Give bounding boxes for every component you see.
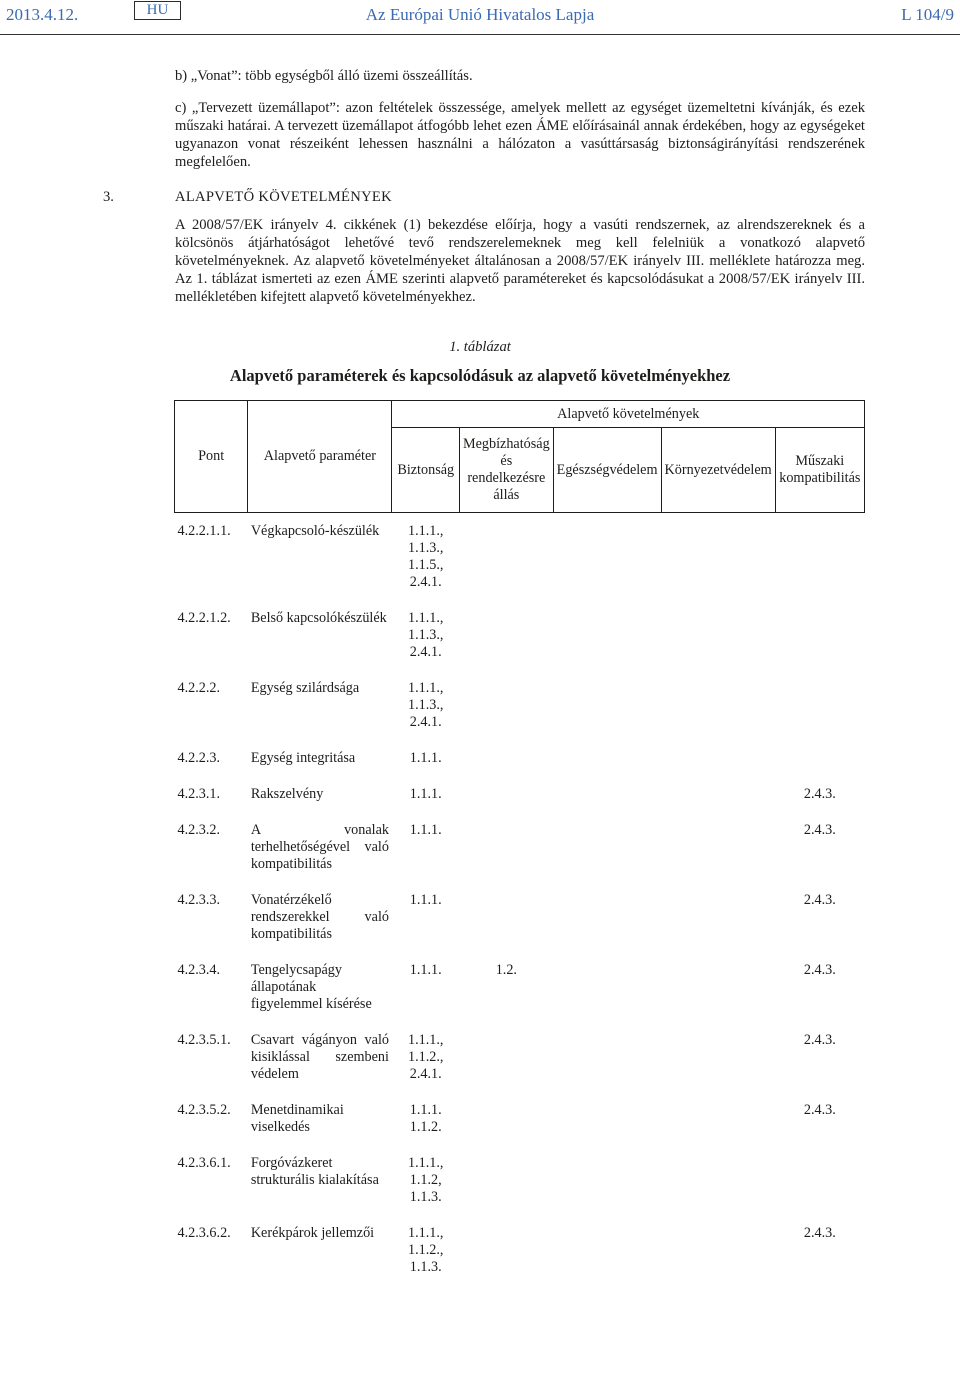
cell-pont: 4.2.3.5.2.: [177, 1102, 231, 1118]
header-kornyezet: Környezetvédelem: [661, 428, 775, 513]
cell-kornyezet: [661, 1022, 775, 1092]
cell-muszaki: 2.4.3.: [803, 822, 836, 838]
cell-biztonsag: 1.1.1.: [409, 962, 442, 978]
journal-title: Az Európai Unió Hivatalos Lapja: [365, 5, 595, 24]
section-title: ALAPVETŐ KÖVETELMÉNYEK: [175, 189, 392, 205]
table-row: [175, 740, 865, 776]
cell-megbizhatosag: [459, 812, 553, 882]
cell-kornyezet: [661, 776, 775, 812]
cell-megbizhatosag: [459, 1092, 553, 1145]
cell-kornyezet: [661, 1215, 775, 1285]
definition-c: c) „Tervezett üzemállapot”: azon feltételek összessége, amelyek mellett az egységet üzemeltetni kívánják, és ezek műszaki határai. A tervezett üzemállapot átfogóbb lehet ezen ÁME előírásainál annak érdekében, hogy az egységeket ugyanazon vonat részeiként lehessen használni a hálózaton a vasúttársaság biztonságirányítási rendszerének megfelelően.: [175, 100, 865, 170]
cell-kornyezet: [661, 1145, 775, 1215]
table-row: [175, 1215, 865, 1285]
cell-param: Egység szilárdsága: [250, 680, 360, 696]
cell-kornyezet: [661, 740, 775, 776]
cell-muszaki: [775, 1145, 864, 1215]
cell-megbizhatosag: [459, 1215, 553, 1285]
cell-muszaki: 2.4.3.: [803, 962, 836, 978]
cell-muszaki: 2.4.3.: [803, 1225, 836, 1241]
cell-muszaki: 2.4.3.: [803, 1032, 836, 1048]
table-row: [175, 1022, 865, 1092]
header-group: Alapvető követelmények: [392, 401, 865, 428]
requirements-table: [174, 400, 865, 1285]
cell-muszaki: 2.4.3.: [803, 892, 836, 908]
cell-megbizhatosag: [459, 670, 553, 740]
cell-megbizhatosag: [459, 1022, 553, 1092]
cell-egeszseg: [553, 600, 661, 670]
header-muszaki: Műszaki kompatibilitás: [775, 428, 864, 513]
section-paragraph: A 2008/57/EK irányelv 4. cikkének (1) bekezdése előírja, hogy a vasúti rendszernek, az alrendszereknek és a kölcsönös átjárhatóságot lehetővé tevő rendszerelemeknek meg kell felelniük a vonatkozó alapvető követelményeknek. Az alapvető követelményeket általánosan a 2008/57/EK irányelv III. melléklete határozza meg. Az 1. táblázat ismerteti az ezen ÁME szerinti alapvető paramétereket és kapcsolódásukat a 2008/57/EK irányelv III. mellékletében kifejtett alapvető követelményekhez.: [175, 217, 865, 305]
definition-b: b) „Vonat”: több egységből álló üzemi összeállítás.: [175, 68, 473, 84]
table-row: [175, 600, 865, 670]
table-row: [175, 1092, 865, 1145]
cell-biztonsag: 1.1.1., 1.1.2., 1.1.3.: [408, 1225, 444, 1275]
cell-param: Vonatérzékelő rendszerekkel való kompatibilitás: [250, 892, 389, 942]
cell-biztonsag: 1.1.1. 1.1.2.: [409, 1102, 442, 1135]
cell-param: Egység integritása: [250, 750, 356, 766]
cell-muszaki: [775, 670, 864, 740]
cell-biztonsag: 1.1.1.: [409, 822, 442, 838]
cell-egeszseg: [553, 1145, 661, 1215]
cell-biztonsag: 1.1.1., 1.1.2., 2.4.1.: [408, 1032, 444, 1082]
cell-pont: 4.2.2.2.: [177, 680, 221, 696]
cell-kornyezet: [661, 513, 775, 601]
cell-megbizhatosag: [459, 600, 553, 670]
cell-kornyezet: [661, 882, 775, 952]
cell-biztonsag: 1.1.1.: [409, 892, 442, 908]
cell-egeszseg: [553, 740, 661, 776]
cell-param: Kerékpárok jellemzői: [250, 1225, 375, 1241]
cell-egeszseg: [553, 882, 661, 952]
cell-pont: 4.2.2.1.1.: [177, 523, 231, 539]
publication-date: 2013.4.12.: [6, 5, 79, 24]
cell-pont: 4.2.2.1.2.: [177, 610, 231, 626]
table-row: [175, 776, 865, 812]
table-row: [175, 670, 865, 740]
cell-biztonsag: 1.1.1., 1.1.3., 1.1.5., 2.4.1.: [408, 523, 444, 590]
cell-kornyezet: [661, 1092, 775, 1145]
cell-megbizhatosag: [459, 882, 553, 952]
cell-param: Menetdinamikai viselkedés: [250, 1102, 344, 1135]
cell-megbizhatosag: [459, 513, 553, 601]
table-caption-number: 1. táblázat: [449, 339, 511, 355]
cell-muszaki: 2.4.3.: [803, 1102, 836, 1118]
header-egeszseg: Egészségvédelem: [553, 428, 661, 513]
cell-biztonsag: 1.1.1.: [409, 750, 442, 766]
table-row: [175, 952, 865, 1022]
cell-biztonsag: 1.1.1., 1.1.3., 2.4.1.: [408, 610, 444, 660]
cell-biztonsag: 1.1.1., 1.1.2, 1.1.3.: [408, 1155, 444, 1205]
cell-kornyezet: [661, 600, 775, 670]
cell-param: Tengelycsapágy állapotának figyelemmel kísérése: [250, 962, 372, 1012]
table-row: [175, 513, 865, 601]
cell-muszaki: [775, 740, 864, 776]
cell-egeszseg: [553, 776, 661, 812]
header-pont: Pont: [175, 401, 248, 513]
header-biztonsag: Biztonság: [392, 428, 460, 513]
cell-pont: 4.2.3.1.: [177, 786, 221, 802]
page-header: [0, 0, 960, 35]
cell-param: Rakszelvény: [250, 786, 324, 802]
cell-pont: 4.2.3.3.: [177, 892, 221, 908]
cell-param: Csavart vágányon való kisiklással szembeni védelem: [250, 1032, 389, 1082]
cell-pont: 4.2.3.6.2.: [177, 1225, 231, 1241]
cell-biztonsag: 1.1.1.: [409, 786, 442, 802]
cell-biztonsag: 1.1.1., 1.1.3., 2.4.1.: [408, 680, 444, 730]
cell-pont: 4.2.3.4.: [177, 962, 221, 978]
cell-param: A vonalak terhelhetőségével való kompatibilitás: [250, 822, 389, 872]
cell-pont: 4.2.3.2.: [177, 822, 221, 838]
cell-param: Végkapcsoló-készülék: [250, 523, 380, 539]
cell-megbizhatosag: [459, 740, 553, 776]
table-row: [175, 882, 865, 952]
header-megbizhatosag: Megbízhatóság és rendelkezésre állás: [459, 428, 553, 513]
cell-muszaki: [775, 513, 864, 601]
cell-param: Forgóvázkeret strukturális kialakítása: [250, 1155, 379, 1188]
header-param: Alapvető paraméter: [248, 401, 392, 513]
cell-egeszseg: [553, 1215, 661, 1285]
cell-egeszseg: [553, 812, 661, 882]
cell-kornyezet: [661, 812, 775, 882]
cell-kornyezet: [661, 670, 775, 740]
cell-megbizhatosag: 1.2.: [495, 962, 517, 978]
cell-pont: 4.2.3.6.1.: [177, 1155, 231, 1171]
section-number: 3.: [103, 189, 114, 205]
cell-megbizhatosag: [459, 776, 553, 812]
cell-egeszseg: [553, 952, 661, 1022]
cell-kornyezet: [661, 952, 775, 1022]
table-caption-title: Alapvető paraméterek és kapcsolódásuk az alapvető követelményekhez: [229, 366, 731, 385]
cell-param: Belső kapcsolókészülék: [250, 610, 387, 626]
cell-egeszseg: [553, 513, 661, 601]
cell-egeszseg: [553, 1092, 661, 1145]
language-badge: HU: [134, 1, 181, 20]
table-row: [175, 1145, 865, 1215]
cell-muszaki: [775, 600, 864, 670]
page-number: L 104/9: [901, 5, 954, 24]
table-row: [175, 812, 865, 882]
cell-pont: 4.2.3.5.1.: [177, 1032, 231, 1048]
cell-egeszseg: [553, 1022, 661, 1092]
cell-egeszseg: [553, 670, 661, 740]
cell-muszaki: 2.4.3.: [803, 786, 836, 802]
cell-megbizhatosag: [459, 1145, 553, 1215]
cell-pont: 4.2.2.3.: [177, 750, 221, 766]
